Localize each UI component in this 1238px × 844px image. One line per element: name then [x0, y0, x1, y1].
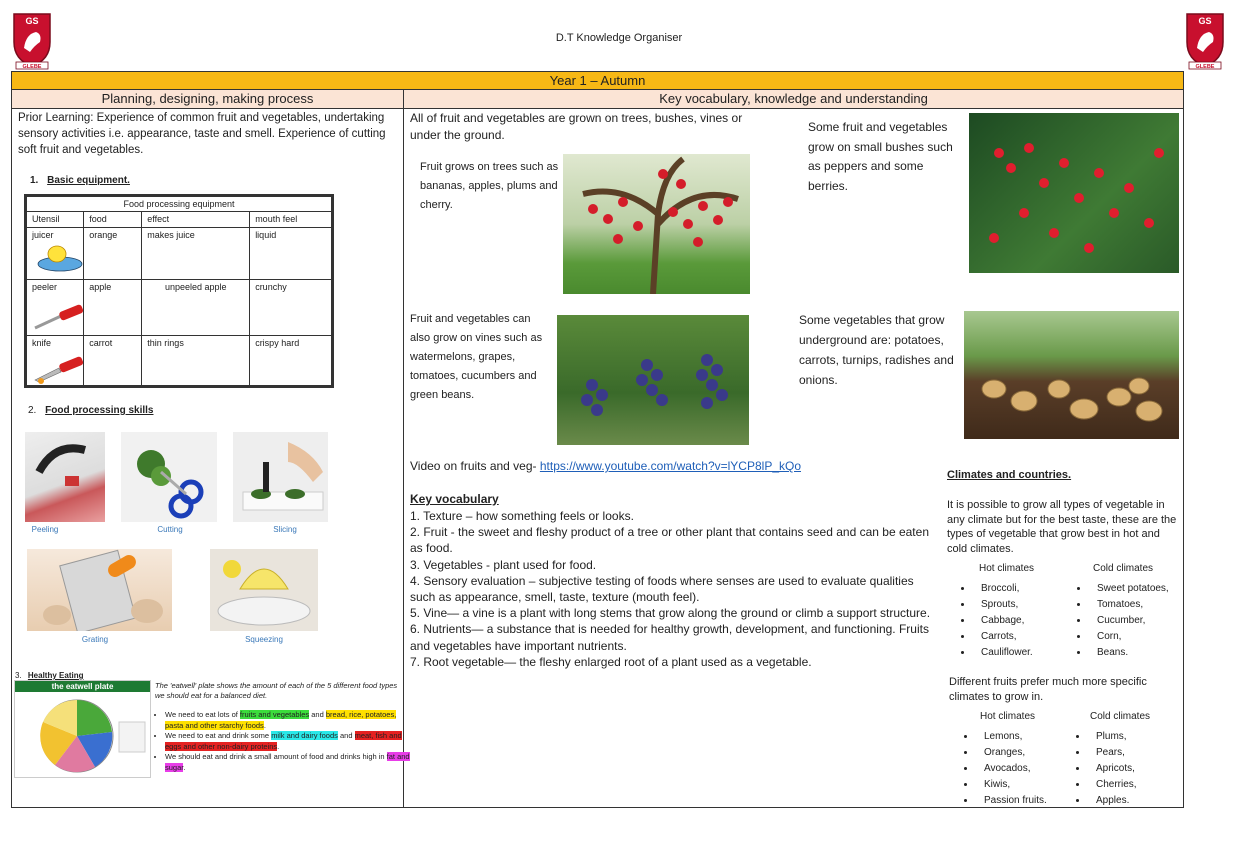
list-item: • Cabbage, [973, 613, 1033, 629]
list-item: 1. Texture – how something feels or looks. [410, 509, 634, 523]
underground-text: Some vegetables that grow underground are: potatoes, carrots, turnips, radishes and onions. [799, 313, 954, 387]
climates-title: Climates and countries. [947, 469, 1072, 481]
peeler-icon [31, 302, 87, 332]
squeezing-image [210, 549, 318, 631]
list-item: • Kiwis, [976, 777, 1047, 793]
equipment-table [24, 194, 334, 388]
section-title: Basic equipment. [47, 175, 130, 186]
climates-fruit-intro: Different fruits prefer much more specific climates to grow in. [949, 676, 1147, 703]
eatwell-plate-label: the eatwell plate [15, 681, 150, 692]
table-cell: peeler [32, 282, 58, 292]
list-item: • Pears, [1088, 745, 1137, 761]
vocabulary-list [410, 508, 932, 670]
list-item: • Cherries, [1088, 777, 1137, 793]
column-divider [403, 90, 404, 808]
table-cell: crispy hard [250, 336, 332, 386]
table-header: mouth feel [250, 212, 332, 228]
right-column-heading: Key vocabulary, knowledge and understanding [404, 90, 1183, 109]
list-item: 7. Root vegetable— the fleshy enlarged root of a plant used as a vegetable. [410, 654, 812, 669]
fruit-cold-list [1070, 729, 1137, 809]
list-item: • We should eat and drink a small amount of food and drinks high in fat and sugar. [165, 752, 412, 773]
list-item: • We need to eat lots of fruits and vegetables and bread, rice, potatoes, pasta and other starchy foods. [165, 710, 412, 731]
key-vocabulary-title: Key vocabulary [410, 492, 499, 506]
list-item: • Plums, [1088, 729, 1137, 745]
section-number: 3. [15, 671, 22, 680]
list-item: • Sweet potatoes, [1089, 581, 1169, 597]
list-item: • Tomatoes, [1089, 597, 1169, 613]
skill-caption: Grating [81, 635, 109, 644]
skill-caption: Peeling [31, 525, 59, 534]
table-cell: crunchy [250, 280, 332, 336]
left-column-heading: Planning, designing, making process [12, 90, 403, 109]
juicer-icon [35, 242, 85, 272]
list-item: • We need to eat and drink some milk and dairy foods and meat, fish and eggs and other non-dairy proteins. [165, 731, 412, 752]
growing-intro: All of fruit and vegetables are grown on trees, bushes, vines or under the ground. [410, 111, 743, 142]
eatwell-intro: The 'eatwell' plate shows the amount of each of the 5 different food types we should eat for a balanced diet. [155, 681, 398, 700]
video-label: Video on fruits and veg- [410, 459, 540, 473]
video-link[interactable]: https://www.youtube.com/watch?v=lYCP8lP_kQo [539, 459, 801, 473]
table-row [27, 336, 332, 386]
table-cell: liquid [250, 228, 332, 280]
veg-hot-list [955, 581, 1033, 661]
eatwell-plate-image [14, 680, 151, 778]
term-bar: Year 1 – Autumn [12, 72, 1183, 90]
peeling-image [25, 432, 105, 522]
veg-hot-label: Hot climates [979, 563, 1035, 574]
table-cell: juicer [32, 230, 54, 240]
eatwell-points [155, 710, 412, 773]
table-header: food [84, 212, 142, 228]
knife-icon [31, 354, 87, 384]
list-item: • Carrots, [973, 629, 1033, 645]
fruit-cold-label: Cold climates [1090, 711, 1151, 722]
prior-learning: Prior Learning: Experience of common fruit and vegetables, undertaking sensory activities i.e. appearance, taste and smell. Experience of cutting soft fruit and vegetables. [18, 112, 386, 156]
list-item: • Sprouts, [973, 597, 1033, 613]
svg-text:GLEBE: GLEBE [1195, 64, 1215, 70]
table-cell: makes juice [142, 228, 250, 280]
svg-text:GLEBE: GLEBE [22, 64, 42, 70]
list-item: 3. Vegetables - plant used for food. [410, 557, 597, 572]
list-item: 2. Fruit - the sweet and fleshy product of a tree or other plant that contains seed and can be eaten as food. [410, 525, 929, 556]
apple-tree-image [563, 154, 750, 294]
climates-veg-intro: It is possible to grow all types of vegetable in any climate but for the best taste, these are the types of vegetable that grow best in hot and cold climates. [947, 499, 1177, 555]
section-number: 1. [30, 175, 39, 186]
skill-caption: Cutting [157, 525, 183, 534]
svg-text:GS: GS [1198, 16, 1212, 26]
table-row [27, 280, 332, 336]
svg-text:GS: GS [25, 16, 39, 26]
slicing-image [233, 432, 328, 522]
table-header: effect [142, 212, 250, 228]
list-item: • Avocados, [976, 761, 1047, 777]
table-cell: apple [84, 280, 142, 336]
trees-text: Fruit grows on trees such as bananas, apples, plums and cherry. [420, 161, 559, 211]
section-title: Food processing skills [45, 405, 154, 416]
document-title: D.T Knowledge Organiser [555, 32, 683, 44]
table-cell: orange [84, 228, 142, 280]
potatoes-image [964, 311, 1179, 439]
veg-cold-label: Cold climates [1093, 563, 1154, 574]
section-healthy-eating [15, 671, 83, 680]
section-title: Healthy Eating [27, 671, 84, 680]
bushes-text: Some fruit and vegetables grow on small bushes such as peppers and some berries. [808, 120, 953, 193]
fruit-hot-list [958, 729, 1047, 809]
table-caption: Food processing equipment [27, 197, 332, 212]
video-line [410, 459, 801, 473]
list-item: 5. Vine— a vine is a plant with long stems that grow along the ground or climb a support structure. [410, 606, 931, 621]
list-item: • Passion fruits. [976, 793, 1047, 809]
section-food-skills [28, 405, 153, 416]
list-item: • Apples. [1088, 793, 1137, 809]
list-item: • Apricots, [1088, 761, 1137, 777]
table-cell: thin rings [142, 336, 250, 386]
table-cell: knife [32, 338, 52, 348]
eatwell-plate-icon [15, 692, 150, 776]
table-cell: unpeeled apple [142, 280, 250, 336]
section-number: 2. [28, 405, 37, 416]
list-item: • Broccoli, [973, 581, 1033, 597]
list-item: • Beans. [1089, 645, 1169, 661]
vines-text: Fruit and vegetables can also grow on vines such as watermelons, grapes, tomatoes, cucumbers and green beans. [410, 313, 543, 401]
veg-cold-list [1071, 581, 1169, 661]
grapes-image [557, 315, 749, 445]
section-basic-equipment [30, 175, 130, 186]
table-row [27, 228, 332, 280]
fruit-hot-label: Hot climates [980, 711, 1036, 722]
list-item: • Cucumber, [1089, 613, 1169, 629]
grating-image [27, 549, 172, 631]
cutting-image [121, 432, 217, 522]
list-item: 6. Nutrients— a substance that is needed for healthy growth, development, and functioning. Fruits and vegetables have important nutrients. [410, 622, 929, 653]
list-item: • Lemons, [976, 729, 1047, 745]
list-item: • Corn, [1089, 629, 1169, 645]
list-item: • Cauliflower. [973, 645, 1033, 661]
skill-caption: Squeezing [245, 635, 283, 644]
list-item: • Oranges, [976, 745, 1047, 761]
skill-caption: Slicing [273, 525, 297, 534]
berry-bush-image [969, 113, 1179, 273]
table-cell: carrot [84, 336, 142, 386]
list-item: 4. Sensory evaluation – subjective testing of foods where senses are used to evaluate qualities such as appearance, smell, taste, texture (mouth feel). [410, 573, 914, 605]
table-header: Utensil [27, 212, 84, 228]
